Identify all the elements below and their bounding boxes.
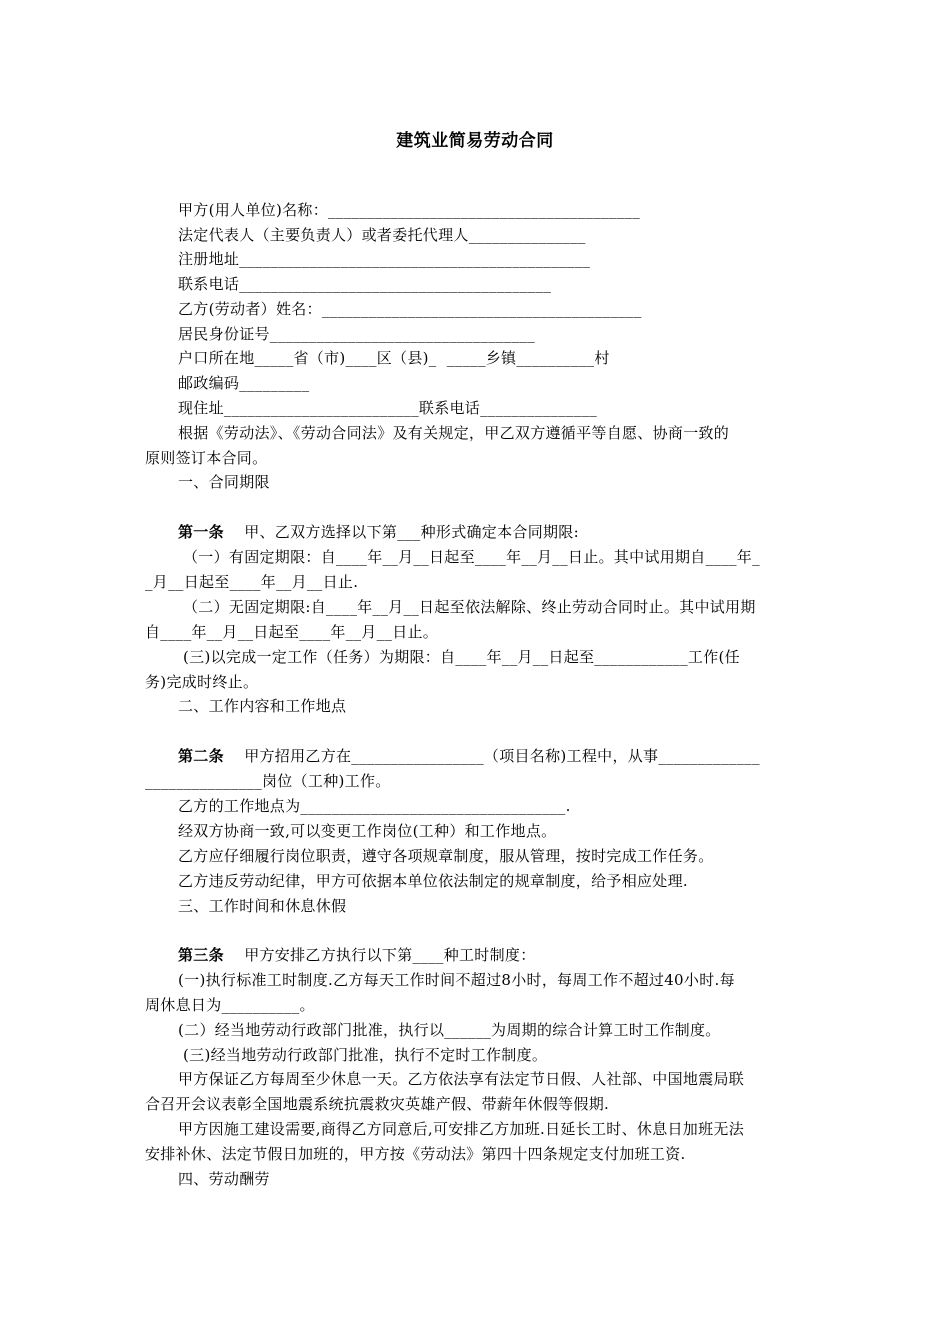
section-heading-3: 三、工作时间和休息休假 xyxy=(178,897,347,915)
party-a-phone-line: 联系电话________________________________________ xyxy=(178,275,552,293)
task-term-line-1: (三)以完成一定工作（任务）为期限：自____年__月__日起至____________工作(任 xyxy=(183,648,740,666)
change-position-line: 经双方协商一致,可以变更工作岗位(工种）和工作地点。 xyxy=(178,822,557,840)
article-1-text: 甲、乙双方选择以下第___种形式确定本合同期限: xyxy=(244,523,579,541)
article-1 xyxy=(178,522,579,542)
registered-address-line: 注册地址_____________________________________________ xyxy=(178,250,591,268)
open-term-line-1: （二）无固定期限:自____年__月__日起至依法解除、终止劳动合同时止。其中试用期 xyxy=(183,598,756,616)
section-heading-1: 一、合同期限 xyxy=(178,473,270,491)
article-2-line-2: _______________岗位（工种)工作。 xyxy=(145,772,391,790)
work-location-line: 乙方的工作地点为__________________________________. xyxy=(178,797,571,815)
article-3 xyxy=(178,945,536,965)
article-3-label: 第三条 xyxy=(178,946,224,964)
open-term-line-2: 自____年__月__日起至____年__月__日止。 xyxy=(145,623,439,641)
section-heading-2: 二、工作内容和工作地点 xyxy=(178,697,347,715)
section-heading-4: 四、劳动酬劳 xyxy=(178,1170,270,1188)
preamble-line-2: 原则签订本合同。 xyxy=(145,449,268,467)
article-2-text: 甲方招用乙方在_________________（项目名称)工程中，从事_____________ xyxy=(244,747,760,765)
article-2 xyxy=(178,746,760,766)
document-title: 建筑业简易劳动合同 xyxy=(396,131,554,151)
household-registration-line: 户口所在地_____省（市)____区（县)_ _____乡镇__________村 xyxy=(178,349,610,367)
discipline-line: 乙方违反劳动纪律，甲方可依据本单位依法制定的规章制度，给予相应处理. xyxy=(178,872,688,890)
overtime-line-2: 安排补休、法定节假日加班的，甲方按《劳动法》第四十四条规定支付加班工资. xyxy=(145,1145,686,1163)
flexible-hours-line: (三)经当地劳动行政部门批准，执行不定时工作制度。 xyxy=(183,1046,548,1064)
article-3-text: 甲方安排乙方执行以下第____种工时制度： xyxy=(244,946,536,964)
party-b-name-line: 乙方(劳动者）姓名：_________________________________________ xyxy=(178,300,642,318)
id-number-line: 居民身份证号__________________________________ xyxy=(178,325,536,343)
article-1-label: 第一条 xyxy=(178,523,224,541)
article-2-label: 第二条 xyxy=(178,747,224,765)
comprehensive-hours-line: (二）经当地劳动行政部门批准，执行以______为周期的综合计算工时工作制度。 xyxy=(178,1021,721,1039)
standard-hours-line-1: (一)执行标准工时制度.乙方每天工作时间不超过8小时，每周工作不超过40小时.每 xyxy=(178,971,735,989)
task-term-line-2: 务)完成时终止。 xyxy=(145,673,259,691)
legal-representative-line: 法定代表人（主要负责人）或者委托代理人_______________ xyxy=(178,226,586,244)
standard-hours-line-2: 周休息日为__________。 xyxy=(145,996,315,1014)
rest-day-line-2: 合召开会议表彰全国地震系统抗震救灾英雄产假、带薪年休假等假期. xyxy=(145,1095,610,1113)
fixed-term-line-1: （一）有固定期限：自____年__月__日起至____年__月__日止。其中试用期自____年_ xyxy=(183,548,760,566)
party-a-name-line: 甲方(用人单位)名称：________________________________________ xyxy=(178,201,641,219)
duties-line: 乙方应仔细履行岗位职责，遵守各项规章制度，服从管理，按时完成工作任务。 xyxy=(178,847,714,865)
current-address-line: 现住址_________________________联系电话_______________ xyxy=(178,399,598,417)
preamble-line-1: 根据《劳动法》、《劳动合同法》及有关规定，甲乙双方遵循平等自愿、协商一致的 xyxy=(178,424,730,442)
fixed-term-line-2: _月__日起至____年__月__日止. xyxy=(145,573,359,591)
rest-day-line-1: 甲方保证乙方每周至少休息一天。乙方依法享有法定节日假、人社部、中国地震局联 xyxy=(178,1070,745,1088)
postal-code-line: 邮政编码_________ xyxy=(178,374,310,392)
overtime-line-1: 甲方因施工建设需要,商得乙方同意后,可安排乙方加班.日延长工时、休息日加班无法 xyxy=(178,1120,745,1138)
